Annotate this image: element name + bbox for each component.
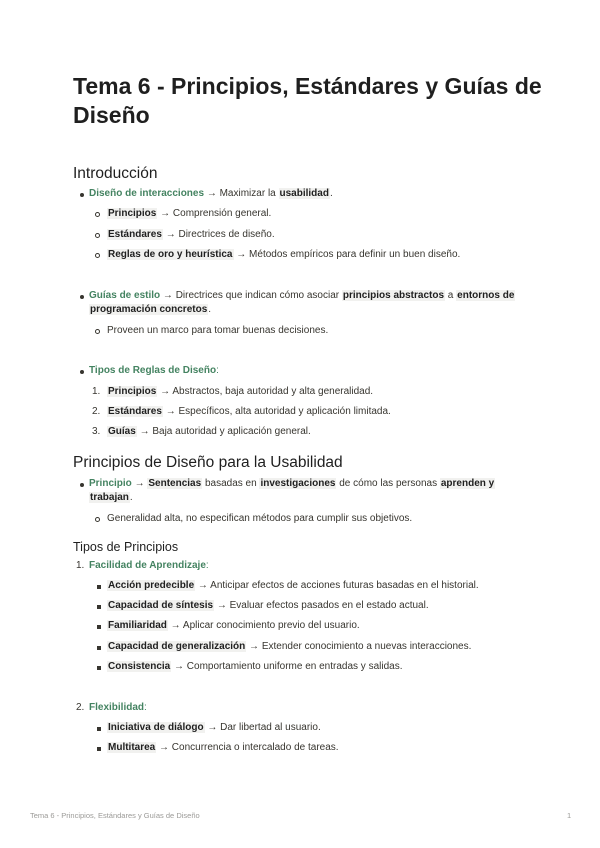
bullet-square: [97, 727, 101, 731]
heading-principios-diseno: Principios de Diseño para la Usabilidad: [73, 454, 343, 471]
list-item: Iniciativa de diálogo → Dar libertad al usuario.: [108, 722, 321, 733]
page-number: 1: [567, 811, 572, 820]
bullet-ring: [95, 329, 100, 334]
list-item: Acción predecible → Anticipar efectos de acciones futuras basadas en el historial.: [108, 580, 479, 591]
bullet-square: [97, 605, 101, 609]
list-item: Estándares → Directrices de diseño.: [108, 229, 275, 240]
list-item: Capacidad de síntesis → Evaluar efectos pasados en el estado actual.: [108, 600, 429, 611]
list-item: Diseño de interacciones → Maximizar la usabilidad.: [89, 188, 333, 199]
bullet-dot: [80, 193, 84, 197]
bullet-ring: [95, 517, 100, 522]
bullet-square: [97, 666, 101, 670]
bullet-square: [97, 747, 101, 751]
bullet-ring: [95, 253, 100, 258]
list-item: Guías de estilo → Directrices que indican cómo asociar principios abstractos a entornos de: [89, 290, 515, 301]
list-item-continuation: trabajan.: [90, 492, 133, 503]
list-number: 3.: [92, 426, 101, 437]
heading-tipos-principios: Tipos de Principios: [73, 540, 179, 554]
bullet-dot: [80, 295, 84, 299]
highlight-term: Flexibilidad: [89, 702, 145, 713]
list-item: Estándares → Específicos, alta autoridad y aplicación limitada.: [108, 406, 391, 417]
bullet-dot: [80, 370, 84, 374]
heading-introduccion: Introducción: [73, 165, 158, 182]
list-item: Capacidad de generalización → Extender conocimiento a nuevas interacciones.: [108, 641, 472, 652]
bullet-square: [97, 646, 101, 650]
highlight-term: Tipos de Reglas de Diseño: [89, 365, 217, 376]
bullet-dot: [80, 483, 84, 487]
list-item: Multitarea → Concurrencia o intercalado de tareas.: [108, 742, 339, 753]
bullet-square: [97, 585, 101, 589]
list-number: 1.: [76, 560, 85, 571]
page-footer: Tema 6 - Principios, Estándares y Guías de Diseño: [30, 811, 200, 820]
bullet-ring: [95, 233, 100, 238]
list-item: Guías → Baja autoridad y aplicación general.: [108, 426, 311, 437]
highlight-term: Guías de estilo: [89, 290, 161, 301]
list-item: Proveen un marco para tomar buenas decisiones.: [107, 325, 329, 336]
bullet-square: [97, 625, 101, 629]
list-number: 2.: [76, 702, 85, 713]
highlight-term: Diseño de interacciones: [89, 188, 205, 199]
list-item: Tipos de Reglas de Diseño:: [89, 365, 219, 376]
bullet-ring: [95, 212, 100, 217]
list-item: Generalidad alta, no especifican métodos para cumplir sus objetivos.: [107, 513, 413, 524]
list-item-continuation: programación concretos.: [90, 304, 212, 315]
list-item: Principios → Comprensión general.: [108, 208, 272, 219]
list-item: Reglas de oro y heurística → Métodos empíricos para definir un buen diseño.: [108, 249, 461, 260]
list-item: Flexibilidad:: [89, 702, 147, 713]
list-number: 1.: [92, 386, 101, 397]
page-title: Tema 6 - Principios, Estándares y Guías de Diseño: [73, 73, 542, 128]
highlight-term: Facilidad de Aprendizaje: [89, 560, 206, 571]
list-item: Principios → Abstractos, baja autoridad y alta generalidad.: [108, 386, 374, 397]
highlight-term: Principio: [89, 478, 132, 489]
list-item: Facilidad de Aprendizaje:: [89, 560, 209, 571]
list-item: Principio → Sentencias basadas en investigaciones de cómo las personas aprenden y: [89, 478, 495, 489]
list-item: Consistencia → Comportamiento uniforme en entradas y salidas.: [108, 661, 403, 672]
list-item: Familiaridad → Aplicar conocimiento previo del usuario.: [108, 620, 360, 631]
list-number: 2.: [92, 406, 101, 417]
